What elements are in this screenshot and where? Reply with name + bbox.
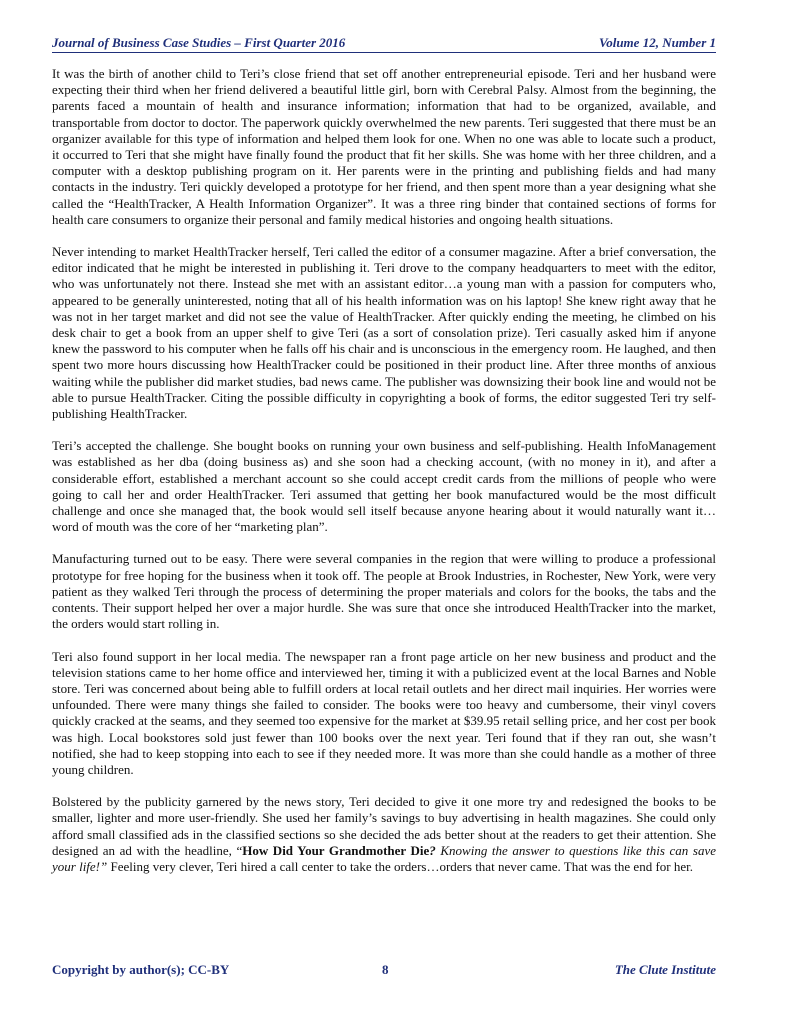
paragraph: Teri’s accepted the challenge. She bought books on running your own business and self-publishing. Health InfoManagement was established as her dba (doing business as) and she soon had a checking account, (with no money in it), and after a considerable effort, established a merchant account so she could accept credit cards from the millions of people who were going to call her and order HealthTracker. Teri assumed that getting her book manufactured would be the most difficult challenge and once she managed that, the book would sell itself because anyone hearing about it would naturally want it…word of mouth was the core of her “marketing plan”. xyxy=(52,438,716,535)
paragraph-last xyxy=(52,794,716,875)
paragraph: Never intending to market HealthTracker herself, Teri called the editor of a consumer magazine. After a brief conversation, the editor indicated that he might be interested in publishing it. Teri drove to the company headquarters to meet with the editor, who was unfortunately not there. Instead she met with an assistant editor…a young man with a passion for computers who, appeared to be generally uninterested, noting that all of his health information was on his laptop! She knew right away that he was not in her target market and did not see the value of HealthTracker. After quickly ending the meeting, he climbed on his desk chair to get a book from an upper shelf to give Teri (as a sort of consolation prize). Teri casually asked him if anyone knew the password to his computer when he falls off his chair and is unconscious in the emergency room. He laughed, and then spent two more hours discussing how HealthTracker could be positioned in their product line. After three months of anxious waiting while the publisher did market studies, bad news came. The publisher was downsizing their book line and would not be able to pursue HealthTracker. Citing the possible difficulty in copyrighting a book of forms, the editor suggested Teri try self-publishing HealthTracker. xyxy=(52,244,716,422)
paragraph: Teri also found support in her local media. The newspaper ran a front page article on her new business and product and the television stations came to her home office and interviewed her, timing it with a publicized event at the local Barnes and Noble store. Teri was concerned about being able to fulfill orders at local retail outlets and her direct mail inquiries. Her worries were unfounded. There were many things she failed to consider. The books were too heavy and cumbersome, their vinyl covers quickly cracked at the seams, and they seemed too expensive for the market at $39.95 retail selling price, and her cost per book was high. Local bookstores sold just fewer than 100 books over the next year. Teri found that if they ran out, she wasn’t notified, she had to keep stopping into each to see if they needed more. It was more than she could handle as a mother of three young children. xyxy=(52,648,716,777)
ad-headline-question-mark: ? xyxy=(429,842,436,858)
article-body xyxy=(52,66,716,891)
journal-title: Journal of Business Case Studies – First Quarter 2016 xyxy=(52,35,346,50)
paragraph-text: Bolstered by the publicity garnered by the news story, Teri decided to give it one more try and redesigned the books to be smaller, lighter and more user-friendly. She used her family’s savings to buy advertising in health magazines. She could only afford small classified ads in the classified sections so she decided the ads better shout at the readers to get their attention. She designed an ad with the headline, “ xyxy=(52,794,716,858)
publisher-name: The Clute Institute xyxy=(614,962,716,977)
volume-number: Volume 12, Number 1 xyxy=(598,35,716,50)
ad-headline: How Did Your Grandmother Die xyxy=(242,842,430,858)
running-header xyxy=(52,35,716,53)
page-number: 8 xyxy=(382,962,389,977)
copyright-notice: Copyright by author(s); CC-BY xyxy=(52,962,230,977)
paragraph-text: Feeling very clever, Teri hired a call center to take the orders…orders that never came. That was the end for her. xyxy=(107,858,693,874)
ad-tagline: Knowing the answer to questions like this can save your life!” xyxy=(52,842,716,874)
paragraph: It was the birth of another child to Teri’s close friend that set off another entrepreneurial episode. Teri and her husband were expecting their third when her friend delivered a beautiful little girl, born with Cerebral Palsy. Almost from the beginning, the parents faced a mountain of health and insurance information; information that had to be organized, available, and transportable from doctor to doctor. The paperwork quickly overwhelmed the new parents. Teri suggested that there must be an organizer available for this type of information and helped them look for one. When no one was able to locate such a product, it occurred to Teri that she might have finally found the product that fit her skills. She was home with her three children, and a computer with a desktop publishing program on it. Her parents were in the printing and publishing fields and had many contacts in the industry. Teri quickly developed a prototype for her friend, and then spent more than a year designing what she called the “HealthTracker, A Health Information Organizer”. It was a three ring binder that contained sections of forms for health care consumers to organize their personal and family medical histories and ongoing health situations. xyxy=(52,66,716,227)
paragraph: Manufacturing turned out to be easy. There were several companies in the region that were willing to produce a professional prototype for free hoping for the business when it took off. The people at Brook Industries, in Rochester, New York, were very patient as they walked Teri through the process of determining the proper materials and colors for the books, the tabs and the contents. Their support helped her over a major hurdle. She was sure that once she introduced HealthTracker into the market, the orders would start rolling in. xyxy=(52,551,716,632)
